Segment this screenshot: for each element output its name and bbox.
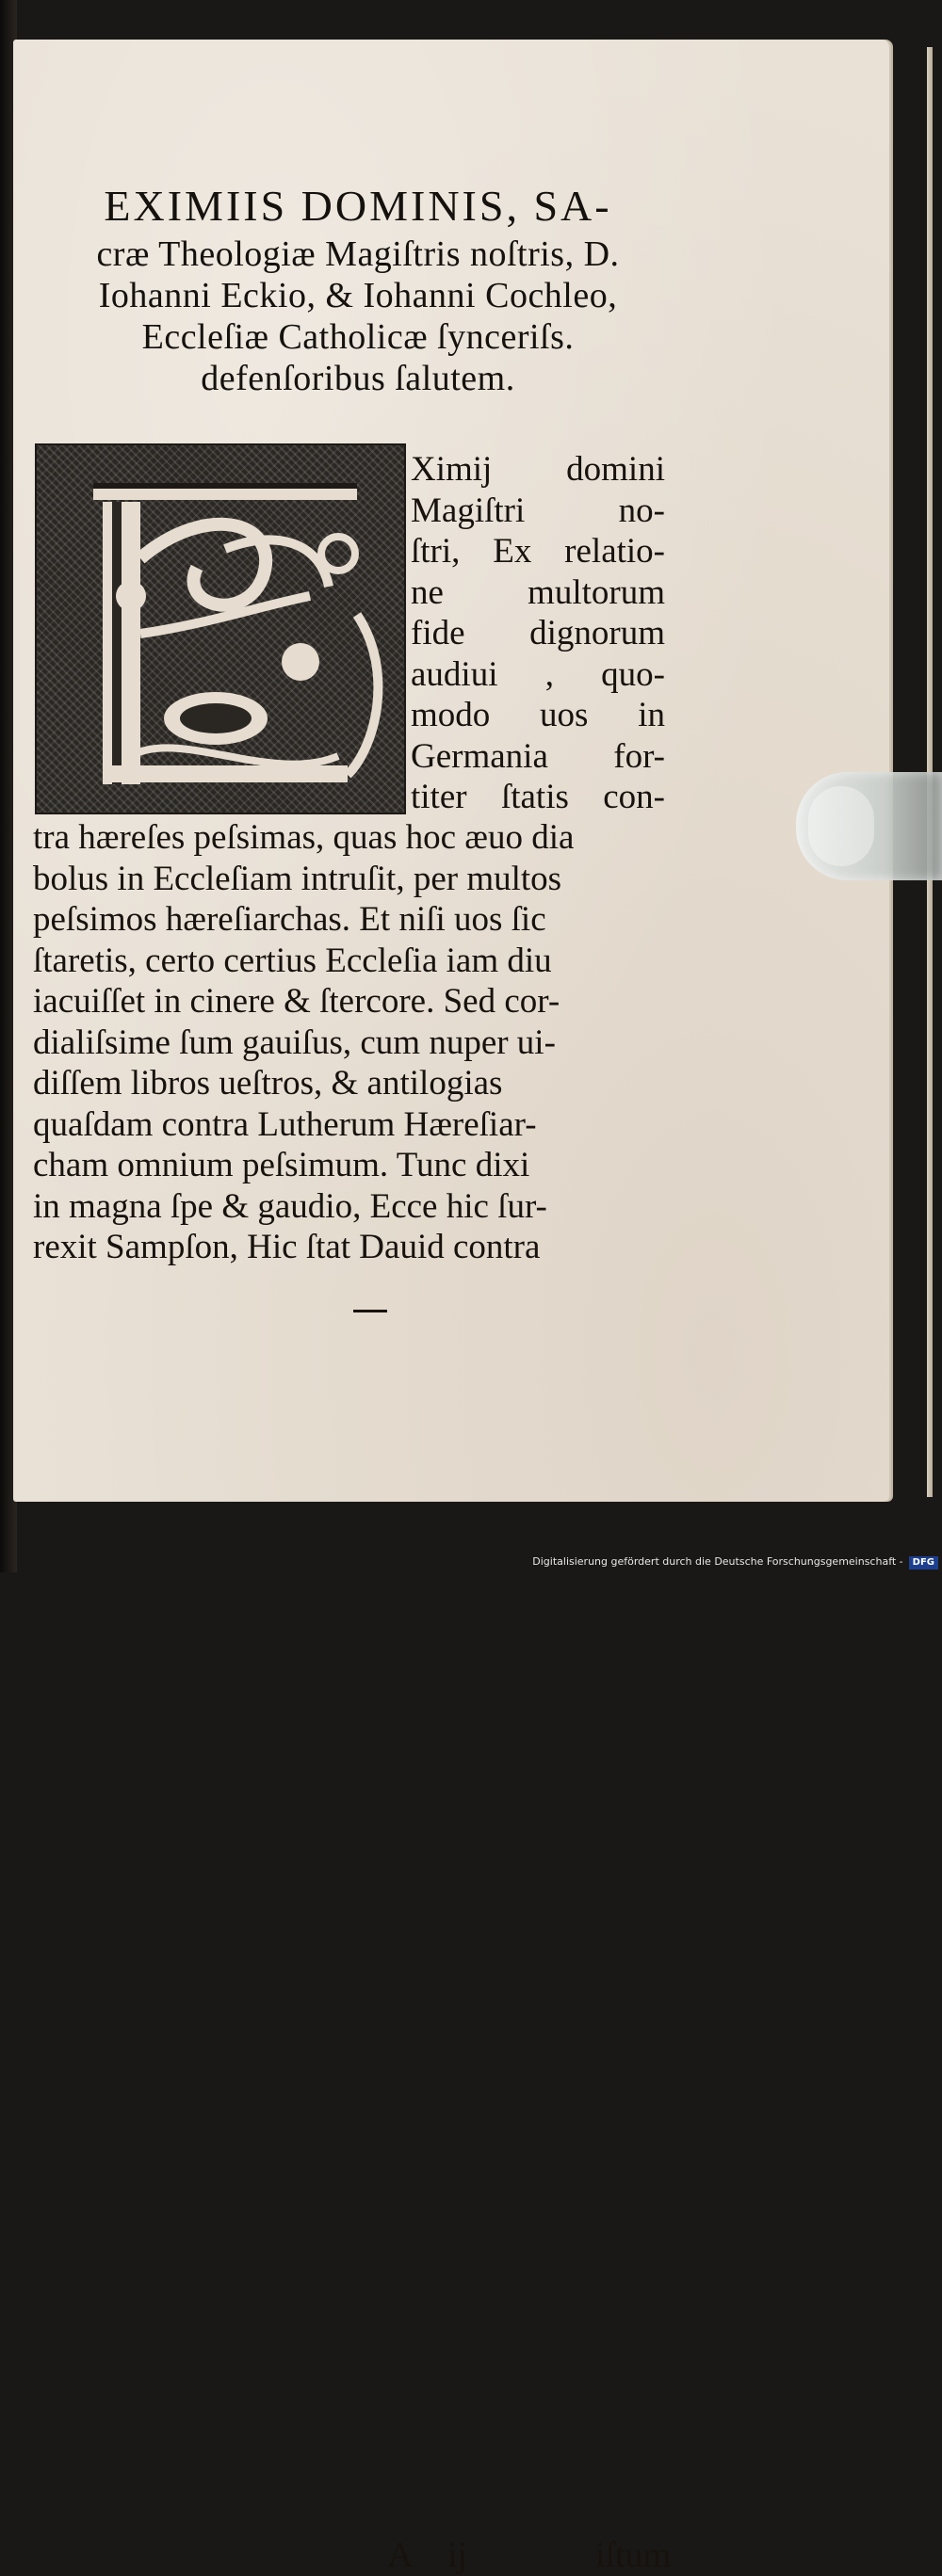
text-line: ſtri, Ex relatio-: [411, 532, 665, 571]
text-line: tra hæreſes peſsimas, quas hoc æuo dia: [33, 818, 575, 857]
dfg-logo: DFG: [909, 1556, 938, 1570]
text-line: diſſem libros ueſtros, & antilogias: [33, 1064, 503, 1103]
text-line: ſtaretis, certo certius Eccleſia iam diu: [33, 941, 552, 980]
text-line: peſsimos hæreſiarchas. Et niſi uos ſic: [33, 900, 546, 939]
digitization-footer: [0, 1555, 942, 1572]
heading-line-3: Iohanni Eckio, & Iohanni Cochleo,: [98, 276, 618, 315]
heading-line-5: defenſoribus ſalutem.: [201, 359, 515, 398]
body-text-full-width: [33, 817, 664, 1268]
heading-line-4: Eccleſiæ Catholicæ ſynceriſs.: [141, 317, 575, 357]
text-line: iacuiſſet in cinere & ſtercore. Sed cor-: [33, 982, 560, 1021]
text-line: Magiſtri no-: [411, 491, 665, 530]
text-line: bolus in Eccleſiam intruſit, per multos: [33, 859, 562, 898]
woodcut-ornament: [37, 445, 404, 813]
text-line: Ximij domini: [411, 450, 665, 489]
text-line: rexit Sampſon, Hic ſtat Dauid contra: [33, 1228, 541, 1266]
body-text-beside-initial: [411, 449, 665, 818]
text-line: fide dignorum: [411, 614, 665, 652]
text-line: cham omnium peſsimum. Tunc dixi: [33, 1146, 530, 1184]
text-line: quaſdam contra Lutherum Hæreſiar-: [33, 1104, 537, 1144]
text-line: dialiſsime ſum gauiſus, cum nuper ui-: [33, 1022, 556, 1062]
page-clip-highlight: [808, 786, 874, 866]
heading-line-2: cræ Theologiæ Magiſtris noſtris, D.: [96, 234, 620, 274]
footer-credit: Digitalisierung gefördert durch die Deutsche Forschungsgemeinschaft -: [532, 1555, 903, 1568]
signature-number: ij: [447, 2536, 468, 2575]
catchword: iſtum: [595, 2536, 672, 2575]
text-line: ne multorum: [411, 572, 665, 612]
heading-line-1: EXIMIIS DOMINIS, SA-: [104, 182, 612, 230]
text-line: in magna ſpe & gaudio, Ecce hic ſur-: [33, 1186, 547, 1226]
dedication-heading: [28, 179, 688, 399]
woodcut-initial-e: [35, 443, 406, 814]
text-line: modo uos in: [411, 696, 665, 734]
text-line: audiui , quo-: [411, 654, 665, 694]
signature-underline: [353, 1310, 387, 1312]
text-line: titer ſtatis con-: [411, 778, 665, 816]
signature-mark: A: [387, 2536, 414, 2575]
text-line: Germania for-: [411, 736, 665, 776]
